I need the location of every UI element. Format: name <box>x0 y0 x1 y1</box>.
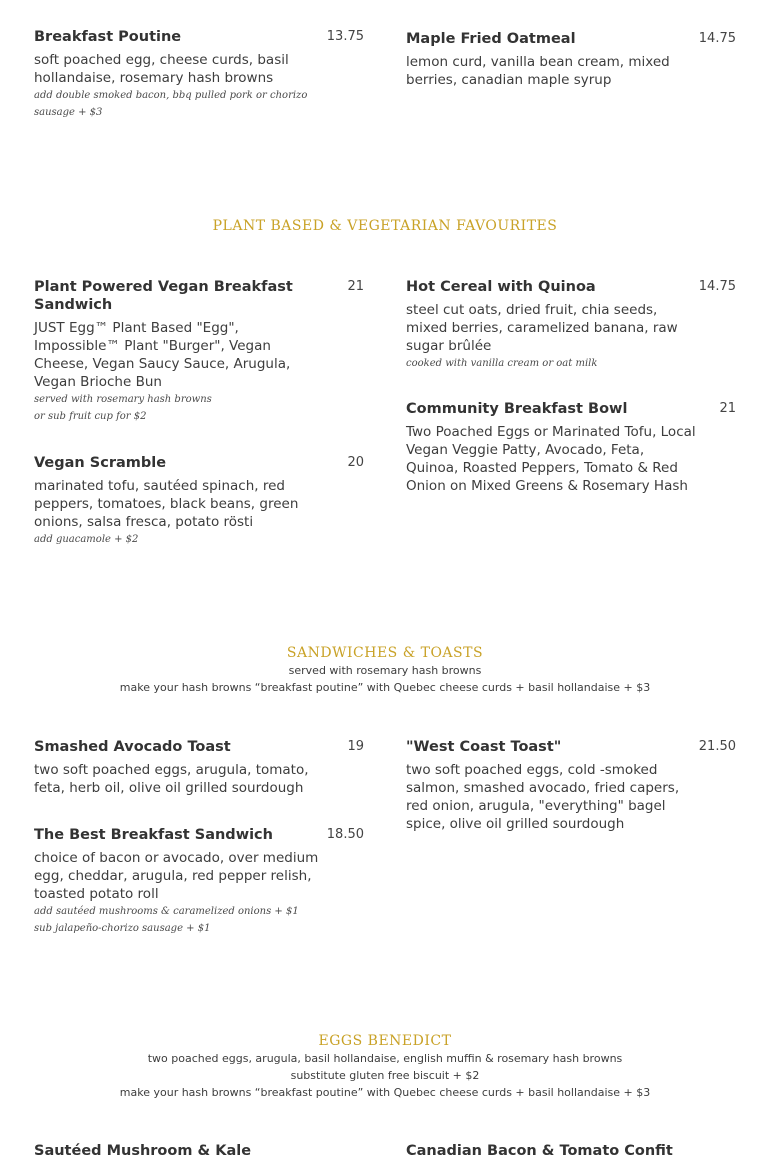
item-name: Sautéed Mushroom & Kale <box>34 1143 252 1159</box>
item-description: soft poached egg, cheese curds, basil hollandaise, rosemary hash browns <box>34 52 289 86</box>
item-name: Breakfast Poutine <box>34 29 182 45</box>
item-price: 18.50 <box>326 827 364 842</box>
item-note: add double smoked bacon, bbq pulled pork or chorizo <box>34 90 308 101</box>
menu-item-west-coast-toast <box>406 738 736 833</box>
section-subtitle: make your hash browns “breakfast poutine” with Quebec cheese curds + basil hollandaise + $3 <box>119 681 651 694</box>
menu-item-vegan-scramble <box>34 454 364 548</box>
item-price: 21.50 <box>698 739 736 754</box>
item-note: cooked with vanilla cream or oat milk <box>406 358 598 369</box>
item-description: steel cut oats, dried fruit, chia seeds, mixed berries, caramelized banana, raw sugar brûlée <box>406 302 678 354</box>
item-note: add sautéed mushrooms & caramelized onions + $1 <box>34 906 299 917</box>
item-name: The Best Breakfast Sandwich <box>34 827 273 843</box>
item-name: Community Breakfast Bowl <box>406 401 628 417</box>
menu-item-canadian-bacon-tomato <box>406 1142 736 1160</box>
menu-item-breakfast-poutine <box>34 28 364 121</box>
section-subtitle: served with rosemary hash browns <box>288 664 482 677</box>
section-title-eggs-benedict: EGGS BENEDICT <box>318 1033 452 1049</box>
item-price: 21 <box>719 401 736 416</box>
menu-item-smashed-avocado-toast <box>34 738 364 797</box>
item-name: Smashed Avocado Toast <box>34 739 231 755</box>
section-title-sandwiches: SANDWICHES & TOASTS <box>286 645 484 661</box>
item-name: "West Coast Toast" <box>406 739 562 755</box>
item-description: choice of bacon or avocado, over medium egg, cheddar, arugula, red pepper relish, toasted potato roll <box>34 850 319 902</box>
section-subtitle: make your hash browns “breakfast poutine” with Quebec cheese curds + basil hollandaise + $3 <box>119 1086 651 1099</box>
item-description: two soft poached eggs, cold -smoked salmon, smashed avocado, fried capers, red onion, arugula, "everything" bagel spice, olive oil grilled sourdough <box>406 762 680 832</box>
item-description: marinated tofu, sautéed spinach, red peppers, tomatoes, black beans, green onions, salsa fresca, potato rösti <box>34 478 299 530</box>
item-name: Plant Powered Vegan Breakfast Sandwich <box>34 279 293 313</box>
menu-item-hot-cereal-quinoa <box>406 278 736 372</box>
item-note: served with rosemary hash browns <box>34 394 212 405</box>
item-price: 21 <box>347 279 364 294</box>
section-subtitle: substitute gluten free biscuit + $2 <box>290 1069 480 1082</box>
item-description: JUST Egg™ Plant Based "Egg", Impossible™ Plant "Burger", Vegan Cheese, Vegan Saucy Sauce, Arugula, Vegan Brioche Bun <box>34 320 291 390</box>
section-subtitle: two poached eggs, arugula, basil hollandaise, english muffin & rosemary hash browns <box>147 1052 623 1065</box>
item-description: Two Poached Eggs or Marinated Tofu, Local Vegan Veggie Patty, Avocado, Feta, Quinoa, Roasted Peppers, Tomato & Red Onion on Mixed Greens & Rosemary Hash <box>406 424 696 494</box>
item-note: sub jalapeño-chorizo sausage + $1 <box>34 923 211 934</box>
section-title-plant-based: PLANT BASED & VEGETARIAN FAVOURITES <box>212 218 558 234</box>
item-name: Hot Cereal with Quinoa <box>406 279 596 295</box>
item-description: two soft poached eggs, arugula, tomato, feta, herb oil, olive oil grilled sourdough <box>34 762 309 796</box>
item-note: sausage + $3 <box>34 107 103 118</box>
item-note: add guacamole + $2 <box>34 534 139 545</box>
menu-item-best-breakfast-sandwich <box>34 826 364 937</box>
item-price: 13.75 <box>326 29 364 44</box>
menu-item-maple-fried-oatmeal <box>406 30 736 89</box>
item-price: 14.75 <box>698 31 736 46</box>
item-name: Maple Fried Oatmeal <box>406 31 576 47</box>
menu-item-vegan-breakfast-sandwich <box>34 278 364 425</box>
item-name: Vegan Scramble <box>34 455 167 471</box>
item-name: Canadian Bacon & Tomato Confit <box>406 1143 673 1159</box>
item-price: 14.75 <box>698 279 736 294</box>
item-description: lemon curd, vanilla bean cream, mixed berries, canadian maple syrup <box>406 54 670 88</box>
menu-item-community-breakfast-bowl <box>406 400 736 495</box>
item-price: 20 <box>347 455 364 470</box>
item-price: 19 <box>347 739 364 754</box>
menu-item-mushroom-kale <box>34 1142 364 1160</box>
item-note: or sub fruit cup for $2 <box>34 411 147 422</box>
